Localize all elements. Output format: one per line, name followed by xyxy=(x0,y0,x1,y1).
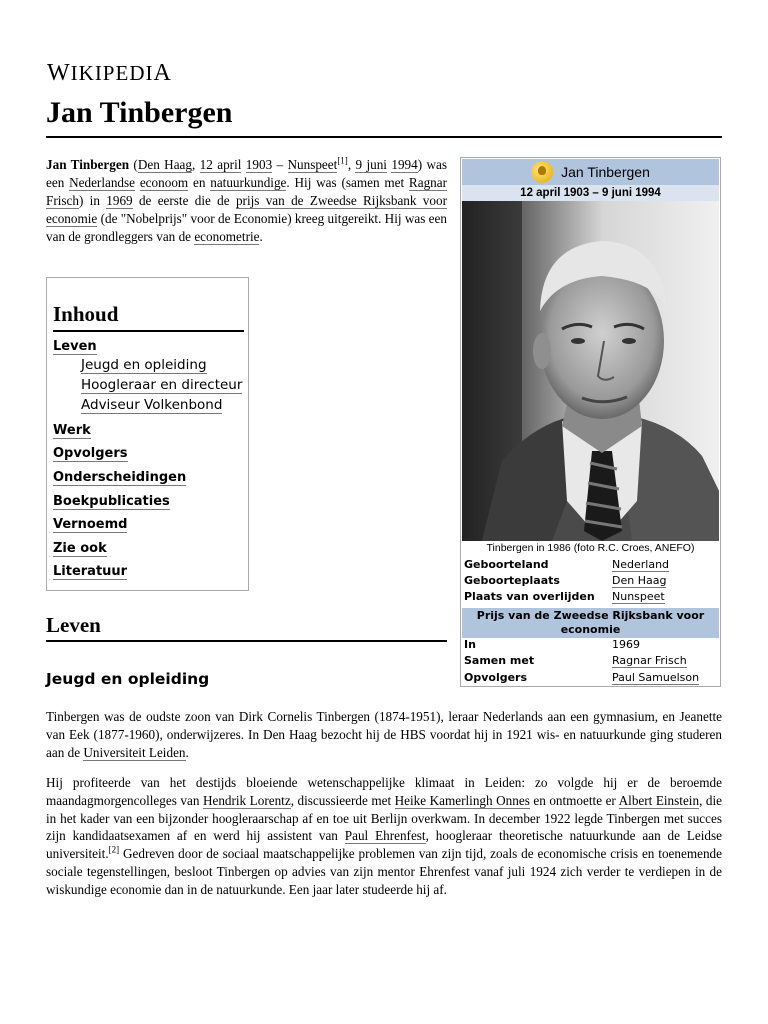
link-den-haag[interactable]: Den Haag xyxy=(137,157,192,172)
toc-item-leven[interactable]: Leven xyxy=(53,339,97,354)
link-1994[interactable]: 1994 xyxy=(391,157,418,172)
infobox-row-overlijden: Plaats van overlijden Nunspeet xyxy=(464,590,665,603)
toc-item-vernoemd[interactable]: Vernoemd xyxy=(53,517,128,532)
section-heading-leven: Leven xyxy=(46,613,101,637)
link-universiteit-leiden[interactable]: Universiteit Leiden xyxy=(83,744,186,760)
link-prize[interactable]: prijs van de Zweedse Rijksbank voor economie xyxy=(46,193,447,227)
infobox-header xyxy=(462,159,719,185)
toc-item-opvolgers[interactable]: Opvolgers xyxy=(53,446,128,461)
link-infobox-nunspeet[interactable]: Nunspeet xyxy=(612,590,665,603)
infobox-dates: 12 april 1903 – 9 juni 1994 xyxy=(462,185,719,201)
link-infobox-ragnar-frisch[interactable]: Ragnar Frisch xyxy=(612,654,687,667)
infobox-row-geboorteplaats: Geboorteplaats Den Haag xyxy=(464,574,667,587)
link-paul-ehrenfest[interactable]: Paul Ehrenfest xyxy=(344,828,426,844)
paragraph-1: Tinbergen was de oudste zoon van Dirk Cornelis Tinbergen (1874-1951), leraar Nederlands aan een gymnasium, en Jeanette van Eek (1877-1960), onderwijzeres. In Den Haag bezocht hij de HBS voordat hij in 1921 wis- en natuurkunde ging studeren aan de Universiteit Leiden. xyxy=(46,709,722,760)
toc-item-hoogleraar-en-directeur[interactable]: Hoogleraar en directeur xyxy=(81,377,243,393)
infobox-row-in: In 1969 xyxy=(464,638,640,651)
toc-item-onderscheidingen[interactable]: Onderscheidingen xyxy=(53,470,187,485)
reference-2[interactable]: [2] xyxy=(108,844,120,855)
page-title: Jan Tinbergen xyxy=(46,96,233,129)
paragraph-2: Hij profiteerde van het destijds bloeiende wetenschappelijke klimaat in Leiden: zo volgde hij er de beroemde maandagmorgencolleges van Hendrik Lorentz, discussieerde met Heike Kamerlingh Onnes en ontmoette er Albert Einstein, die in het kader van een bijzonder hoogleraarschap af en toe uit Berlijn overkwam. In december 1922 legde Tinbergen met succes zijn kandidaatsexamen af en werd hij assistent van Paul Ehrenfest, hoogleraar theoretische natuurkunde aan de Leidse universiteit.[2] Gedreven door de sociaal maatschappelijke problemen van zijn tijd, zoals de economische crisis en toenemende sociale tegenstellingen, besloot Tinbergen op advies van zijn mentor Ehrenfest vanaf juli 1924 zich verder te verdiepen in de wiskundige economie dan in de natuurkunde. Een jaar later studeerde hij af. xyxy=(46,775,722,897)
portrait-photo[interactable] xyxy=(462,201,719,541)
table-of-contents xyxy=(46,277,249,591)
reference-1[interactable]: [1] xyxy=(337,155,348,166)
link-12-april[interactable]: 12 april xyxy=(199,157,242,172)
link-albert-einstein[interactable]: Albert Einstein xyxy=(618,792,700,808)
toc-item-zie-ook[interactable]: Zie ook xyxy=(53,541,107,556)
subsection-heading-jeugd: Jeugd en opleiding xyxy=(46,670,210,688)
photo-caption: Tinbergen in 1986 (foto R.C. Croes, ANEFO) xyxy=(486,542,695,554)
link-hendrik-lorentz[interactable]: Hendrik Lorentz xyxy=(202,792,291,808)
toc-item-jeugd-en-opleiding[interactable]: Jeugd en opleiding xyxy=(81,357,207,373)
toc-item-boekpublicaties[interactable]: Boekpublicaties xyxy=(53,494,170,509)
infobox xyxy=(460,157,721,687)
link-nederland[interactable]: Nederland xyxy=(612,558,670,571)
link-9-juni[interactable]: 9 juni xyxy=(355,157,387,172)
link-econometrie[interactable]: econometrie xyxy=(194,229,260,245)
link-infobox-den-haag[interactable]: Den Haag xyxy=(612,574,667,587)
infobox-prize-header: Prijs van de Zweedse Rijksbank voor economie xyxy=(462,608,719,638)
toc-title: Inhoud xyxy=(53,302,119,326)
link-1903[interactable]: 1903 xyxy=(245,157,273,172)
link-nederlandse[interactable]: Nederlandse xyxy=(69,175,136,191)
infobox-name: Jan Tinbergen xyxy=(561,164,650,180)
medal-icon xyxy=(531,161,553,183)
infobox-row-samen-met: Samen met Ragnar Frisch xyxy=(464,654,687,667)
link-ragnar-frisch[interactable]: Ragnar Frisch xyxy=(46,175,448,209)
link-1969[interactable]: 1969 xyxy=(106,193,133,209)
intro-paragraph: Jan Tinbergen (Den Haag, 12 april 1903 – Nunspeet[1], 9 juni 1994) was een Nederlandse econoom en natuurkundige. Hij was (samen met Ragnar Frisch) in 1969 de eerste die de prijs van de Zweedse Rijksbank voor economie (de "Nobelprijs" voor de Economie) kreeg uitgereikt. Hij was een van de grondleggers van de econometrie. xyxy=(46,155,448,245)
toc-item-werk[interactable]: Werk xyxy=(53,423,91,438)
title-divider xyxy=(46,136,722,138)
toc-item-adviseur-volkenbond[interactable]: Adviseur Volkenbond xyxy=(81,397,223,413)
section-divider xyxy=(46,640,447,642)
toc-item-literatuur[interactable]: Literatuur xyxy=(53,564,128,579)
link-paul-samuelson[interactable]: Paul Samuelson xyxy=(612,671,700,684)
toc-divider xyxy=(53,330,244,332)
infobox-row-geboorteland: Geboorteland Nederland xyxy=(464,558,670,571)
link-natuurkundige[interactable]: natuurkundige xyxy=(210,175,287,191)
infobox-row-opvolgers: Opvolgers Paul Samuelson xyxy=(464,671,700,684)
link-heike-kamerlingh-onnes[interactable]: Heike Kamerlingh Onnes xyxy=(394,792,530,808)
wikipedia-wordmark[interactable]: WIKIPEDIA xyxy=(47,60,172,86)
link-econoom[interactable]: econoom xyxy=(139,175,189,191)
link-nunspeet[interactable]: Nunspeet xyxy=(287,157,338,172)
